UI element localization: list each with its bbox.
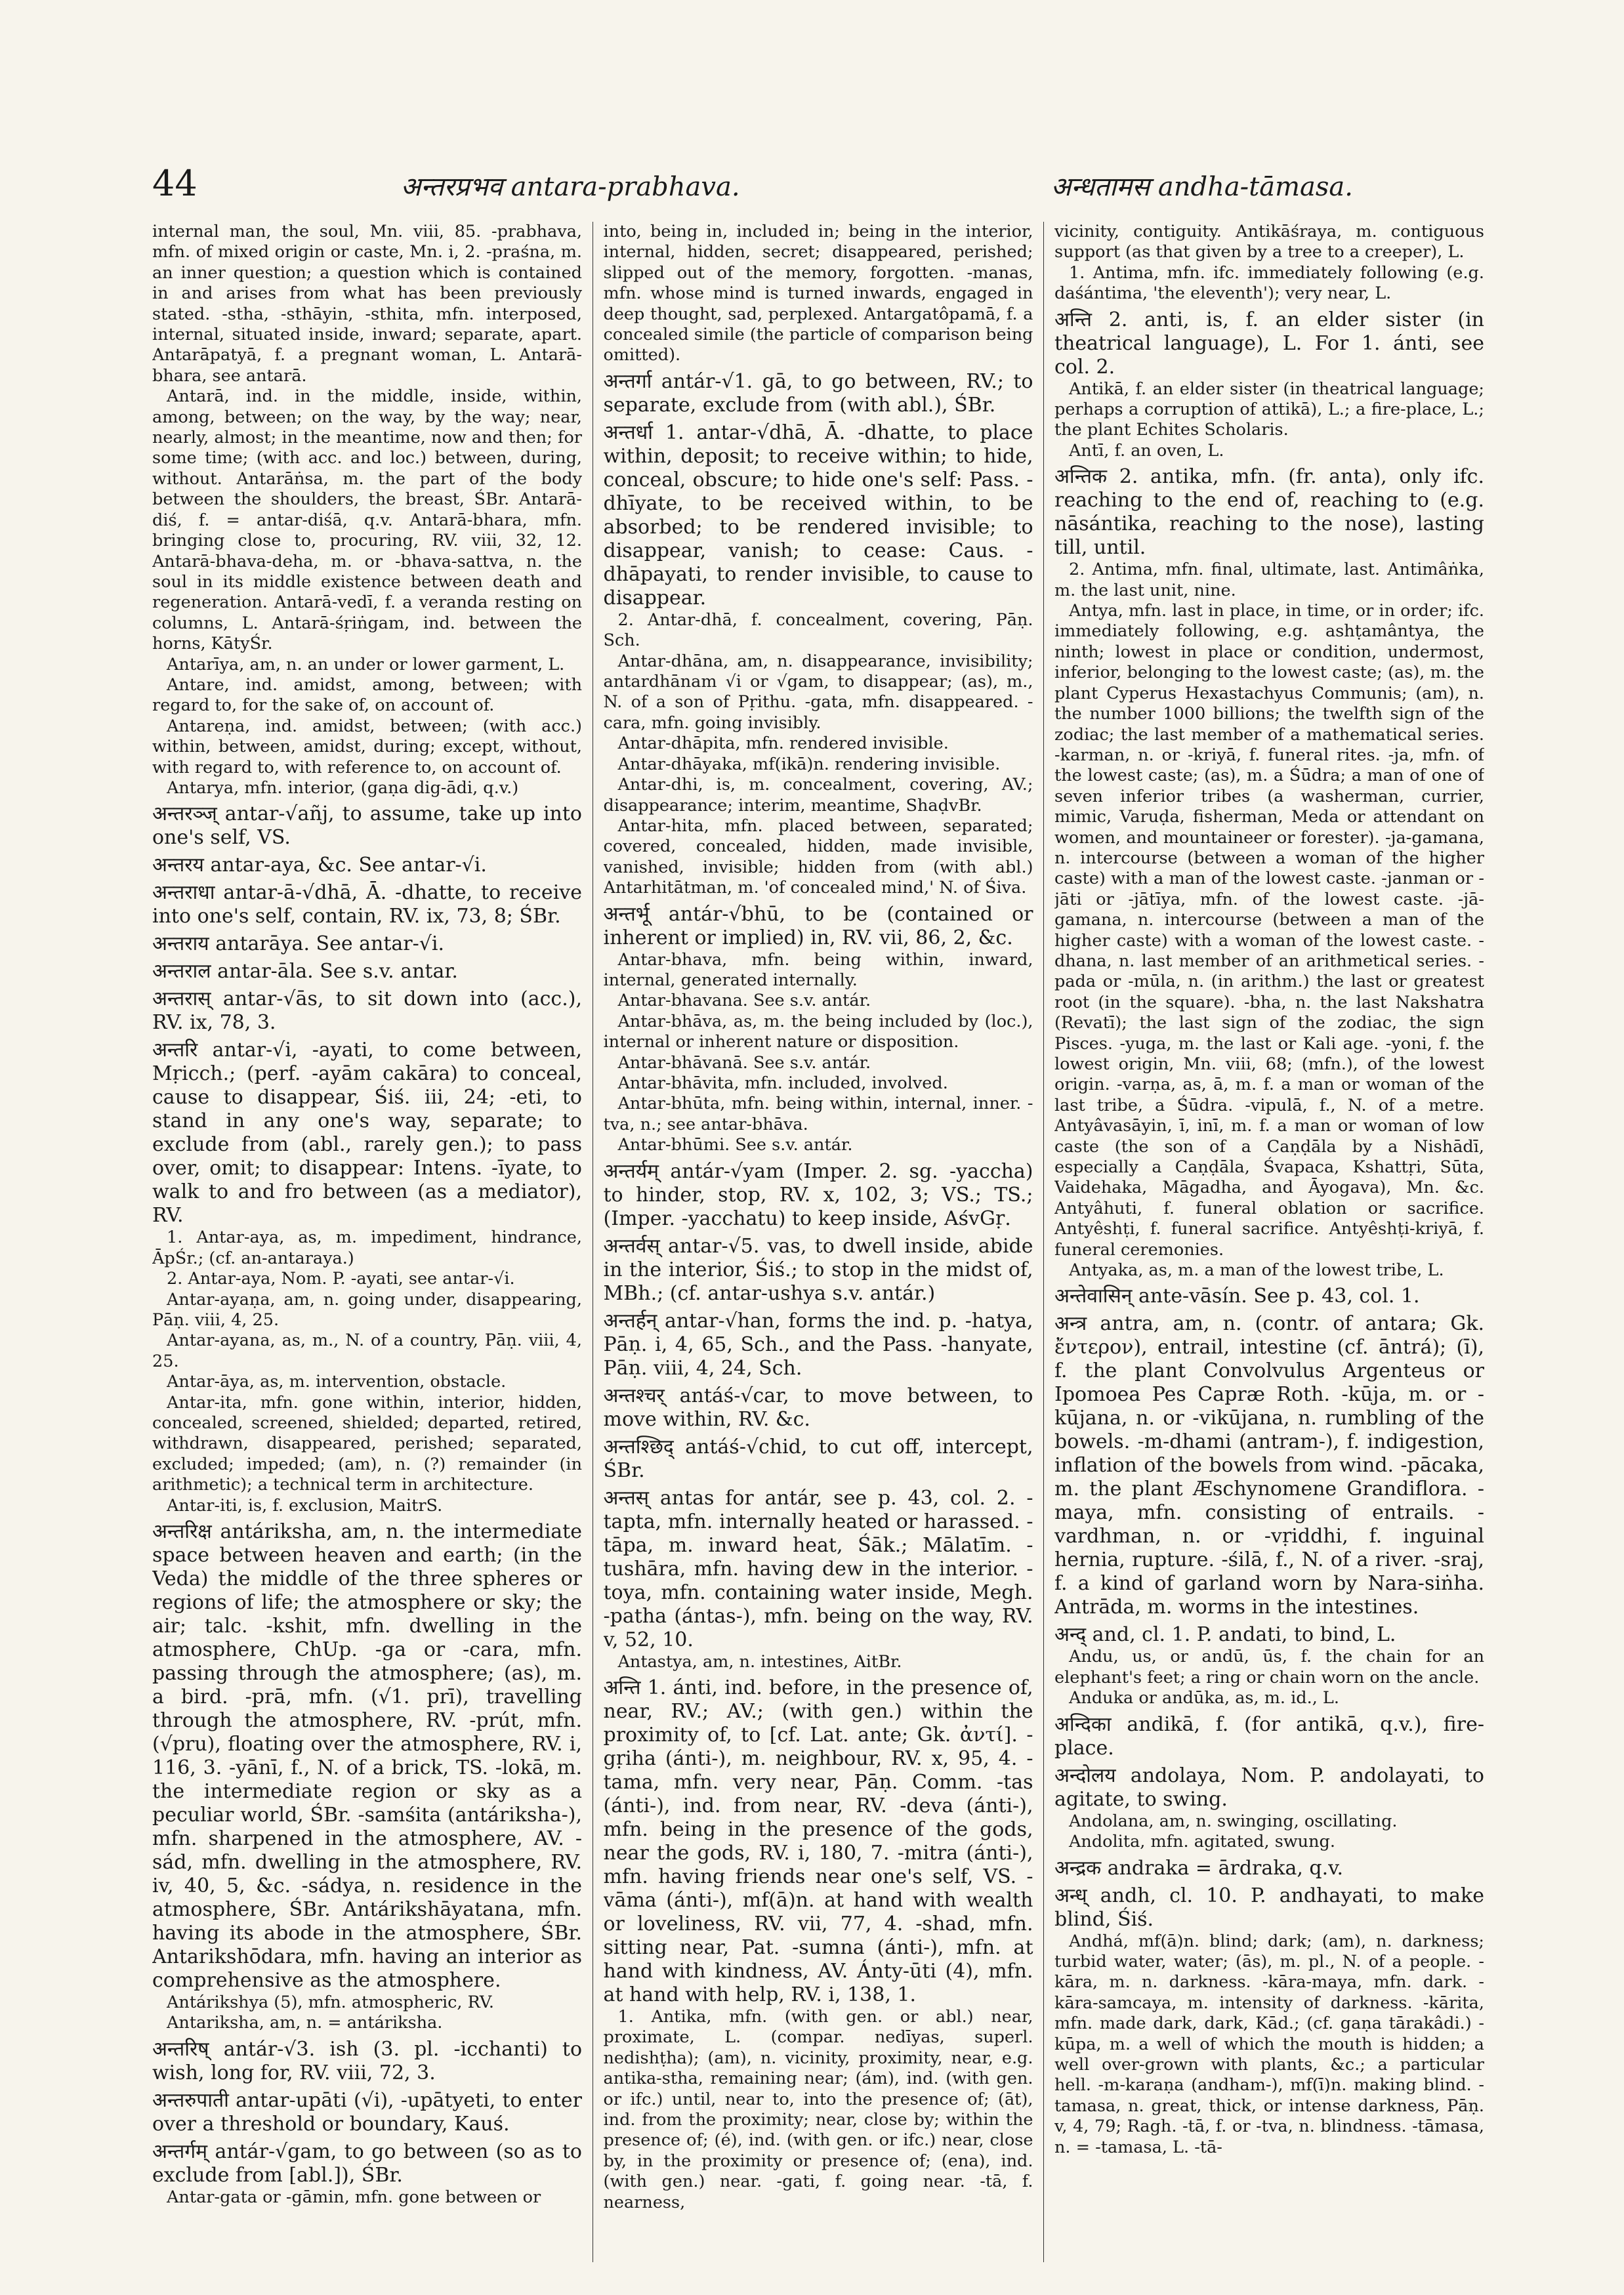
dictionary-entry: अन्तर्हन् antar-√han, forms the ind. p. -hatya, Pāṇ. i, 4, 65, Sch., and the Pass. -hanyate, Pāṇ. viii, 4, 24, Sch. bbox=[603, 1309, 1033, 1380]
dictionary-entry: Antar-bhāvanā. See s.v. antár. bbox=[617, 1052, 871, 1073]
dictionary-entry: अन्तिक 2. antika, mfn. (fr. anta), only ifc. reaching to the end of, reaching to (e.g. nāsántika, reaching to the nose), lasting till, until. bbox=[1054, 465, 1484, 560]
dictionary-entry: Andolita, mfn. agitated, swung. bbox=[1069, 1832, 1335, 1852]
dictionary-entry: Antar-gata or -gāmin, mfn. gone between or bbox=[167, 2187, 541, 2207]
dictionary-entry: Antar-hita, mfn. placed between, separated; covered, concealed, hidden, made invisible, vanished, invisible; hidden from (with abl.) Antarhitātman, m. 'of concealed mind,' N. of Śiva. bbox=[603, 816, 1033, 898]
dictionary-entry: vicinity, contiguity. Antikāśraya, m. contiguous support (as that given by a tree to a creeper), L. bbox=[1054, 222, 1484, 262]
dictionary-entry: अन्तर्यम् antár-√yam (Imper. 2. sg. -yaccha) to hinder, stop, RV. x, 102, 3; VS.; TS.; (Imper. -yacchatu) to keep inside, AśvGṛ. bbox=[603, 1159, 1033, 1230]
dictionary-columns bbox=[152, 222, 1484, 2262]
dictionary-entry: अन्द् and, cl. 1. P. andati, to bind, L. bbox=[1054, 1623, 1396, 1647]
dictionary-entry: अन्तराय antarāya. See antar-√i. bbox=[152, 932, 444, 956]
dictionary-entry: Andhá, mf(ā)n. blind; dark; (am), n. darkness; turbid water, water; (ās), m. pl., N. of a people. -kāra, m. n. darkness. -kāra-maya, mfn. dark. -kāra-samcaya, m. intensity of darkness. -kārita, mfn. made dark, dark, Kād.; (cf. gaṇa tārakâdi.) -kūpa, m. a well of which the mouth is hidden; a well over-grown with plants, &c.; a particular hell. -m-karaṇa (andham-), mf(ī)n. making blind. -tamasa, n. great, thick, or intense darkness, Pāṇ. v, 4, 79; Ragh. -tā, f. or -tva, n. blindness. -tāmasa, n. = -tamasa, L. -tā- bbox=[1054, 1931, 1484, 2157]
dictionary-entry: internal man, the soul, Mn. viii, 85. -prabhava, mfn. of mixed origin or caste, Mn. i, 2. -praśna, m. an inner question; a question which is contained in and arises from what has been previously stated. -stha, -sthāyin, -sthita, mfn. interposed, internal, situated inside, inward; separate, apart. Antarāpatyā, f. a pregnant woman, L. Antarā-bhara, see antarā. bbox=[152, 222, 582, 386]
dictionary-entry: अन्तराधा antar-ā-√dhā, Ā. -dhatte, to receive into one's self, contain, RV. ix, 73, 8; ŚBr. bbox=[152, 881, 582, 928]
dictionary-entry: Antar-dhi, is, m. concealment, covering, AV.; disappearance; interim, meantime, ShaḍvBr. bbox=[603, 775, 1033, 816]
dictionary-entry: अन्तरुपाती antar-upāti (√i), -upātyeti, to enter over a threshold or boundary, Kauś. bbox=[152, 2088, 582, 2136]
dictionary-entry: Antar-bhāvita, mfn. included, involved. bbox=[617, 1073, 948, 1093]
dictionary-entry: Antárikshya (5), mfn. atmospheric, RV. bbox=[167, 1993, 494, 2013]
dictionary-entry: Antastya, am, n. intestines, AitBr. bbox=[617, 1651, 902, 1672]
dictionary-entry: 2. Antar-dhā, f. concealment, covering, Pāṇ. Sch. bbox=[603, 610, 1033, 651]
dictionary-entry: Antar-dhāna, am, n. disappearance, invisibility; antardhānam √i or √gam, to disappear; (as), m., N. of a son of Pṛithu. -gata, mfn. disappeared. -cara, mfn. going invisibly. bbox=[603, 651, 1033, 733]
dictionary-entry: Antareṇa, ind. amidst, between; (with acc.) within, between, amidst, during; except, without, with regard to, with reference to, on account of. bbox=[152, 716, 582, 777]
dictionary-entry: अन्तश्चर् antáś-√car, to move between, to move within, RV. &c. bbox=[603, 1384, 1033, 1431]
dictionary-entry: Antar-dhāpita, mfn. rendered invisible. bbox=[617, 734, 949, 754]
dictionary-entry: Antar-ayaṇa, am, n. going under, disappearing, Pāṇ. viii, 4, 25. bbox=[152, 1289, 582, 1330]
dictionary-entry: अन्ति 2. anti, is, f. an elder sister (in theatrical language), L. For 1. ánti, see col. 2. bbox=[1054, 308, 1484, 379]
dictionary-entry: अन्त्र antra, am, n. (contr. of antara; Gk. ἔντερον), entrail, intestine (cf. āntrá); (ī), f. the plant Convolvulus Argenteus or Ipomoea Pes Capræ Roth. -kūja, m. or -kūjana, n. or -vikūjana, n. rumbling of the bowels. -m-dhami (antram-), f. indigestion, inflation of the bowels from wind. -pācaka, m. the plant Æschynomene Grandiflora. -maya, mfn. consisting of entrails. -vardhman, n. or -vṛiddhi, f. inguinal hernia, rupture. -śilā, f., N. of a river. -sraj, f. a kind of garland worn by Nara-siṅha. Antrāda, m. worms in the intestines. bbox=[1054, 1312, 1484, 1619]
dictionary-entry: 1. Antar-aya, as, m. impediment, hindrance, ĀpŚr.; (cf. an-antaraya.) bbox=[152, 1228, 582, 1268]
dictionary-entry: अन्तस् antas for antár, see p. 43, col. 2. -tapta, mfn. internally heated or harassed. -tāpa, m. inward heat, Śāk.; Mālatīm. -tushāra, mfn. having dew in the interior. -toya, mfn. containing water inside, Megh. -patha (ántas-), mfn. being on the way, RV. v, 52, 10. bbox=[603, 1486, 1033, 1651]
dictionary-entry: Antar-bhūmi. See s.v. antár. bbox=[617, 1135, 853, 1155]
dictionary-entry: Antar-bhavana. See s.v. antár. bbox=[617, 991, 871, 1011]
dictionary-entry: into, being in, included in; being in the interior, internal, hidden, secret; disappeared, perished; slipped out of the memory, forgotten. -manas, mfn. whose mind is turned inwards, engaged in deep thought, sad, perplexed. Antargatôpamā, f. a concealed simile (the particle of comparison being omitted). bbox=[603, 222, 1033, 365]
dictionary-entry: अन्तरञ्ज् antar-√añj, to assume, take up into one's self, VS. bbox=[152, 802, 582, 850]
dictionary-entry: Antar-ayana, as, m., N. of a country, Pāṇ. viii, 4, 25. bbox=[152, 1331, 582, 1371]
right-running-head: अन्धतामस andha-tāmasa. bbox=[1051, 172, 1353, 202]
dictionary-entry: अन्तरय antar-aya, &c. See antar-√i. bbox=[152, 854, 487, 877]
dictionary-entry: Antar-āya, as, m. intervention, obstacle. bbox=[167, 1372, 507, 1392]
dictionary-entry: Antariksha, am, n. = antáriksha. bbox=[167, 2013, 443, 2033]
dictionary-entry: अन्दोलय andolaya, Nom. P. andolayati, to agitate, to swing. bbox=[1054, 1764, 1484, 1811]
dictionary-entry: Antī, f. an oven, L. bbox=[1069, 440, 1224, 461]
dictionary-entry: अन्तेवासिन् ante-vāsín. See p. 43, col. 1. bbox=[1054, 1285, 1420, 1308]
dictionary-entry: अन्तर्गा antár-√1. gā, to go between, RV.; to separate, exclude from (with abl.), ŚBr. bbox=[603, 369, 1033, 417]
left-running-head: अन्तरप्रभव antara-prabhava. bbox=[400, 172, 740, 202]
dictionary-entry: 1. Antima, mfn. ifc. immediately following (e.g. daśántima, 'the eleventh'); very near, L. bbox=[1054, 262, 1484, 304]
dictionary-entry: अन्ति 1. ánti, ind. before, in the presence of, near, RV.; AV.; (with gen.) within the proximity of, to [cf. Lat. ante; Gk. ἀντί]. -gṛiha (ánti-), m. neighbour, RV. x, 95, 4. -tama, mfn. very near, Pāṇ. Comm. -tas (ánti-), ind. from near, RV. -deva (ánti-), mfn. being in the presence of the gods, near the gods, RV. i, 180, 7. -mitra (ánti-), mfn. having friends near one's self, VS. -vāma (ánti-), mf(ā)n. at hand with wealth or loveliness, RV. vii, 77, 4. -shad, mfn. sitting near, Pat. -sumna (ánti-), mfn. at hand with kindness, AV. Ánty-ūti (4), mfn. at hand with help, RV. i, 138, 1. bbox=[603, 1676, 1033, 2006]
dictionary-entry: Antar-bhāva, as, m. the being included by (loc.), internal or inherent nature or disposition. bbox=[603, 1011, 1033, 1052]
dictionary-entry: अन्द्रक andraka = ārdraka, q.v. bbox=[1054, 1856, 1344, 1880]
dictionary-entry: Andu, us, or andū, ūs, f. the chain for an elephant's feet; a ring or chain worn on the ancle. bbox=[1054, 1647, 1484, 1687]
dictionary-entry: अन्तर्गम् antár-√gam, to go between (so as to exclude from [abl.]), ŚBr. bbox=[152, 2140, 582, 2187]
dictionary-entry: Antarā, ind. in the middle, inside, within, among, between; on the way, by the way; near, nearly, almost; in the meantime, now and then; for some time; (with acc. and loc.) between, during, without. Antarāṅsa, m. the part of the body between the shoulders, the breast, ŚBr. Antarā-diś, f. = antar-diśā, q.v. Antarā-bhara, mfn. bringing close to, procuring, RV. viii, 32, 12. Antarā-bhava-deha, m. or -bhava-sattva, n. the soul in its middle existence between death and regeneration. Antarā-vedī, f. a veranda resting on columns, L. Antarā-śṛiṅgam, ind. between the horns, KātyŚr. bbox=[152, 386, 582, 654]
dictionary-entry: अन्तश्छिद् antáś-√chid, to cut off, intercept, ŚBr. bbox=[603, 1435, 1033, 1482]
dictionary-entry: Antar-bhūta, mfn. being within, internal, inner. -tva, n.; see antar-bhāva. bbox=[603, 1094, 1033, 1134]
column-left bbox=[152, 222, 582, 2262]
dictionary-entry: 2. Antima, mfn. final, ultimate, last. Antimâṅka, m. the last unit, nine. bbox=[1054, 560, 1484, 600]
dictionary-entry: 2. Antar-aya, Nom. P. -ayati, see antar-√i. bbox=[167, 1269, 515, 1289]
page-number: 44 bbox=[152, 163, 198, 204]
dictionary-entry: अन्तरि antar-√i, -ayati, to come between, Mṛicch.; (perf. -ayām cakāra) to conceal, cause to disappear, Śiś. iii, 24; -eti, to stand in any one's way, separate; to exclude from (abl., rarely gen.); to pass over, omit; to disappear: Intens. -īyate, to walk to and fro between (as a mediator), RV. bbox=[152, 1039, 582, 1228]
column-middle bbox=[604, 222, 1033, 2262]
dictionary-entry: Antar-ita, mfn. gone within, interior, hidden, concealed, screened, shielded; departed, retired, withdrawn, disappeared, perished; separated, excluded; impeded; (am), n. (?) remainder (in arithmetic); a technical term in architecture. bbox=[152, 1392, 582, 1495]
dictionary-entry: Antar-iti, is, f. exclusion, MaitrS. bbox=[167, 1495, 443, 1516]
dictionary-entry: अन्तरिक्ष antáriksha, am, n. the intermediate space between heaven and earth; (in the Veda) the middle of the three spheres or regions of life; the atmosphere or sky; the air; talc. -kshit, mfn. dwelling in the atmosphere, ChUp. -ga or -cara, mfn. passing through the atmosphere; (as), m. a bird. -prā, mfn. (√1. prī), travelling through the atmosphere, RV. -prút, mfn. (√pru), floating over the atmosphere, RV. i, 116, 3. -yānī, f., N. of a brick, TS. -lokā, m. the intermediate region or sky as a peculiar world, ŚBr. -samśita (antáriksha-), mfn. sharpened in the atmosphere, AV. -sád, mfn. dwelling in the atmosphere, RV. iv, 40, 5, &c. -sádya, n. residence in the atmosphere, ŚBr. Antárikshāyatana, mfn. having its abode in the atmosphere, ŚBr. Antarikshōdara, mfn. having an interior as comprehensive as the atmosphere. bbox=[152, 1520, 582, 1993]
dictionary-entry: Antyaka, as, m. a man of the lowest tribe, L. bbox=[1069, 1260, 1444, 1281]
dictionary-entry: Antya, mfn. last in place, in time, or in order; ifc. immediately following, e.g. ashṭamântya, the ninth; lowest in place or condition, undermost, inferior, belonging to the lowest caste; (as), m. the plant Cyperus Hexastachyus Communis; (am), n. the number 1000 billions; the twelfth sign of the zodiac; the last member of a mathematical series. -karman, n. or -kriyā, f. funeral rites. -ja, mfn. of the lowest caste; (as), m. a Śūdra; a man of one of seven inferior tribes (a washerman, currier, mimic, Varuḍa, fisherman, Meda or attendant on women, and mountaineer or forester). -ja-gamana, n. intercourse (between a woman of the higher caste) with a man of the lowest caste. -janman or -jāti or -jātīya, mfn. of the lowest caste. -jā-gamana, n. intercourse (between a man of the higher caste) with a woman of the lowest caste. -dhana, n. last member of an arithmetical series. -pada or -mūla, n. (in arithm.) the last or greatest root (in the square). -bha, n. the last Nakshatra (Revatī); the last sign of the zodiac, the sign Pisces. -yuga, m. the last or Kali age. -yoni, f. the lowest origin, Mn. viii, 68; (mfn.), of the lowest origin. -varṇa, as, ā, m. f. a man or woman of the last tribe, a Śūdra. -vipulā, f., N. of a metre. Antyâvasāyin, ī, inī, m. f. a man or woman of low caste (the son of a Caṇḍāla by a Nishādī, especially a Caṇḍāla, Śvapaca, Kshattṛi, Sūta, Vaidehaka, Māgadha, and Āyogava), Mn. &c. Antyâhuti, f. funeral oblation or sacrifice. Antyêshṭi, f. funeral sacrifice. Antyêshṭi-kriyā, f. funeral ceremonies. bbox=[1054, 601, 1484, 1260]
dictionary-entry: अन्तर्वस् antar-√5. vas, to dwell inside, abide in the interior, Śiś.; to stop in the midst of, MBh.; (cf. antar-ushya s.v. antár.) bbox=[603, 1234, 1033, 1305]
dictionary-entry: अन्तरिष् antár-√3. ish (3. pl. -icchanti) to wish, long for, RV. viii, 72, 3. bbox=[152, 2037, 582, 2084]
dictionary-entry: Anduka or andūka, as, m. id., L. bbox=[1069, 1688, 1339, 1708]
dictionary-entry: अन्ध् andh, cl. 10. P. andhayati, to make blind, Śiś. bbox=[1054, 1884, 1484, 1931]
dictionary-entry: Antarīya, am, n. an under or lower garment, L. bbox=[167, 654, 565, 674]
dictionary-entry: Antar-bhava, mfn. being within, inward, internal, generated internally. bbox=[603, 949, 1033, 990]
dictionary-entry: Antarya, mfn. interior, (gaṇa dig-ādi, q.v.) bbox=[167, 777, 519, 798]
dictionary-entry: अन्तराल antar-āla. See s.v. antar. bbox=[152, 960, 458, 983]
column-right bbox=[1054, 222, 1484, 2262]
dictionary-entry: Antar-dhāyaka, mf(ikā)n. rendering invisible. bbox=[617, 754, 1001, 774]
dictionary-entry: 1. Antika, mfn. (with gen. or abl.) near, proximate, L. (compar. nedīyas, superl. nedishṭha); (am), n. vicinity, proximity, near, e.g. antika-stha, remaining near; (ám), ind. (with gen. or ifc.) until, near to, into the presence of; (āt), ind. from the proximity; near, close by; within the presence of; (é), ind. (with gen. or ifc.) near, close by, in the proximity or presence of; (ena), ind. (with gen.) near. -gati, f. going near. -tā, f. nearness, bbox=[603, 2007, 1033, 2212]
running-header bbox=[152, 163, 1484, 202]
dictionary-entry: अन्दिका andikā, f. (for antikā, q.v.), fire-place. bbox=[1054, 1712, 1484, 1760]
dictionary-entry: अन्तरास् antar-√ās, to sit down into (acc.), RV. ix, 78, 3. bbox=[152, 987, 582, 1035]
dictionary-entry: Antare, ind. amidst, among, between; with regard to, for the sake of, on account of. bbox=[152, 674, 582, 716]
dictionary-entry: अन्तर्भू antár-√bhū, to be (contained or inherent or implied) in, RV. vii, 86, 2, &c. bbox=[603, 902, 1033, 949]
column-rule bbox=[1043, 222, 1044, 2262]
dictionary-entry: Andolana, am, n. swinging, oscillating. bbox=[1069, 1811, 1398, 1831]
dictionary-entry: Antikā, f. an elder sister (in theatrical language; perhaps a corruption of attikā), L.; a fire-place, L.; the plant Echites Scholaris. bbox=[1054, 379, 1484, 440]
dictionary-entry: अन्तर्धा 1. antar-√dhā, Ā. -dhatte, to place within, deposit; to receive within; to hide, conceal, obscure; to hide one's self: Pass. -dhīyate, to be received within, to be absorbed; to be rendered invisible; to disappear, vanish; to cease: Caus. -dhāpayati, to render invisible, to cause to disappear. bbox=[603, 421, 1033, 610]
